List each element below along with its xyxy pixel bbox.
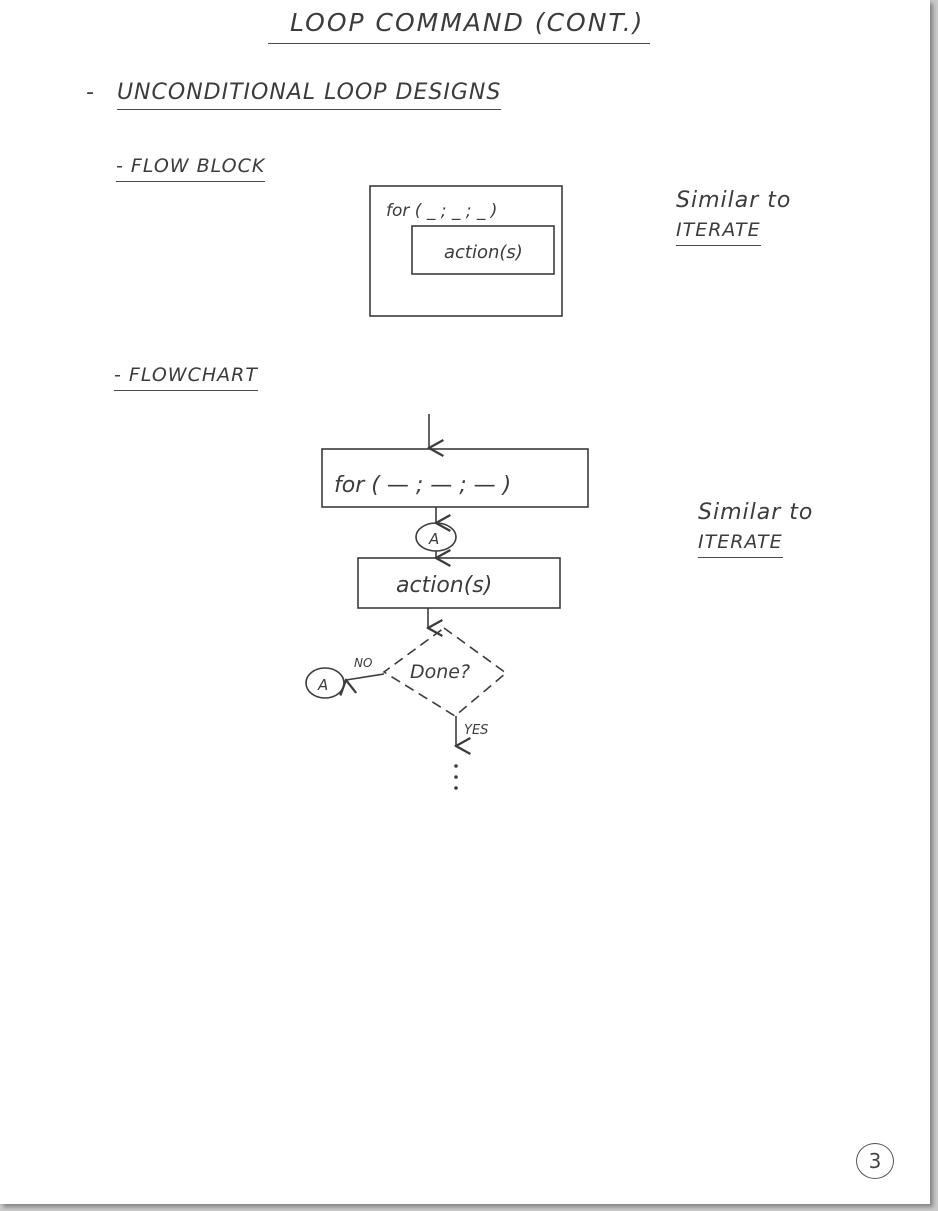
connector-a-bottom-label: A xyxy=(318,676,329,694)
flow-block-action-text: action(s) xyxy=(444,242,523,263)
connector-a-top-label: A xyxy=(429,530,440,548)
yes-label: YES xyxy=(464,723,489,738)
decision-text: Done? xyxy=(410,661,471,683)
page-title: LOOP COMMAND (CONT.) xyxy=(268,8,650,44)
flow-block-note-line2: ITERATE xyxy=(676,219,761,246)
flowchart xyxy=(306,414,588,790)
continuation-dot-2 xyxy=(454,775,458,779)
heading-dash: - xyxy=(86,80,95,105)
flow-block-note-line1: Similar to xyxy=(676,188,792,213)
flow-block-label: - FLOW BLOCK xyxy=(116,155,265,182)
flow-block xyxy=(370,186,562,316)
continuation-dot-3 xyxy=(454,786,458,790)
heading-text: UNCONDITIONAL LOOP DESIGNS xyxy=(117,80,501,110)
flow-block-for-text: for ( _ ; _ ; _ ) xyxy=(386,201,498,221)
continuation-dot-1 xyxy=(454,764,458,768)
flowchart-note-line2: ITERATE xyxy=(698,531,783,558)
flowchart-note-line1: Similar to xyxy=(698,500,814,525)
no-branch-arrow xyxy=(346,674,384,680)
no-label: NO xyxy=(354,656,373,670)
page-number: 3 xyxy=(856,1143,894,1179)
flowchart-label: - FLOWCHART xyxy=(114,364,258,391)
for-box-text: for ( — ; — ; — ) xyxy=(334,473,512,498)
action-box-text: action(s) xyxy=(396,573,493,598)
